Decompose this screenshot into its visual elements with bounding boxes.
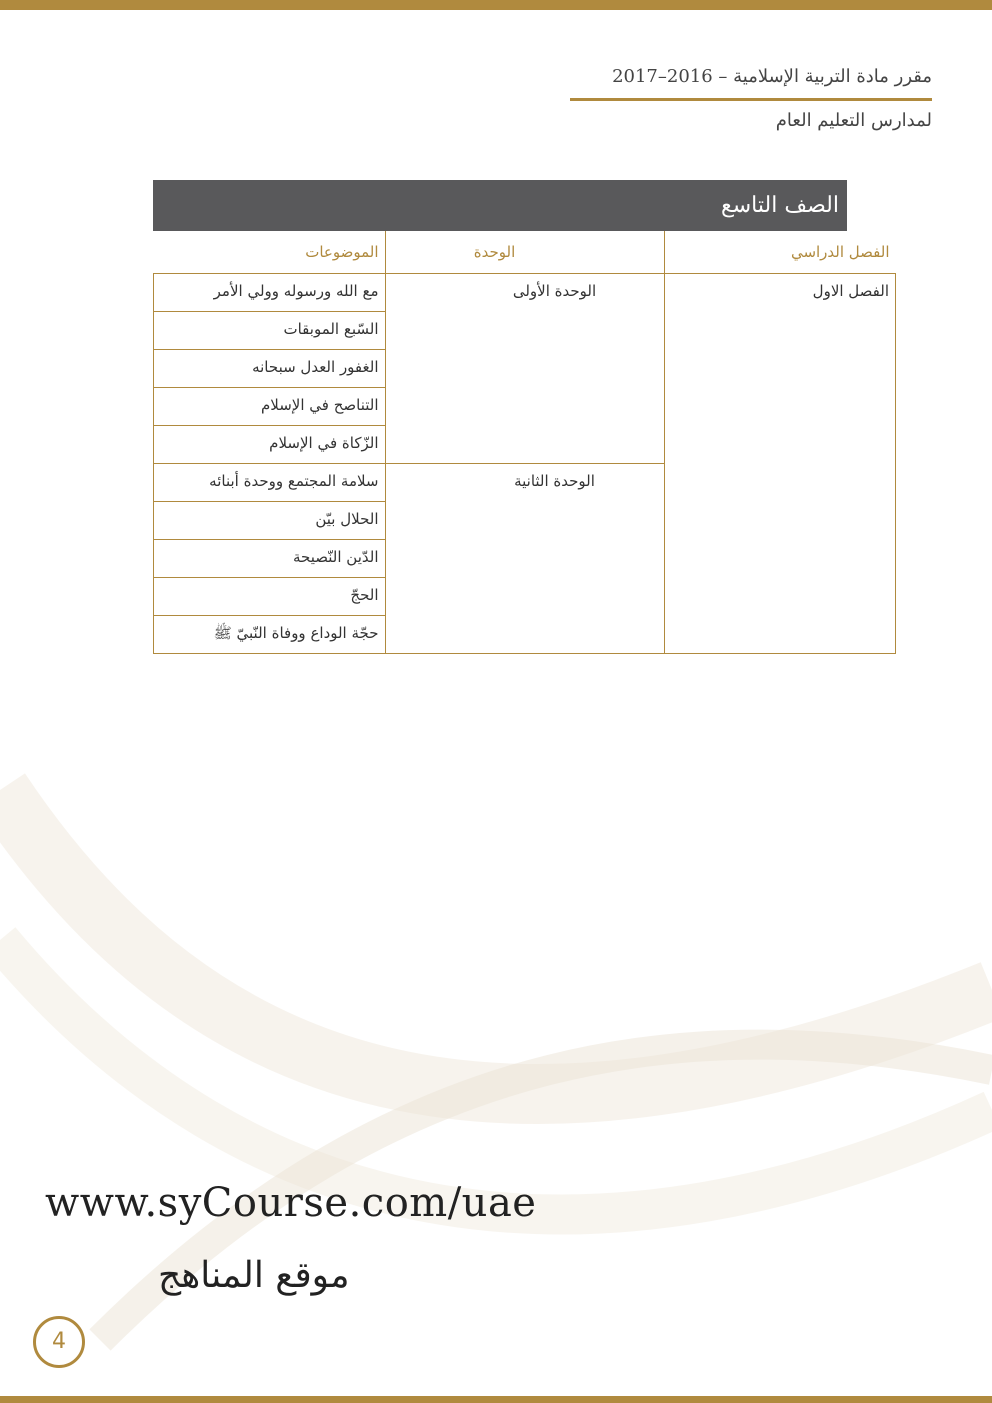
topic-cell: الدّين النّصيحة	[154, 540, 386, 578]
course-title: مقرر مادة التربية الإسلامية – 2016–2017	[612, 66, 932, 87]
topic-cell: الحجّ	[154, 578, 386, 616]
bottom-accent-bar	[0, 1396, 992, 1403]
top-accent-bar	[0, 0, 992, 10]
page-header	[572, 62, 932, 135]
semester-cell: الفصل الاول	[664, 274, 896, 654]
unit-cell: الوحدة الأولى	[385, 274, 664, 464]
topic-cell: حجّة الوداع ووفاة النّبيّ ﷺ	[154, 616, 386, 654]
header-semester: الفصل الدراسي	[664, 231, 896, 274]
topic-cell: مع الله ورسوله وولي الأمر	[154, 274, 386, 312]
site-name: موقع المناهج	[158, 1255, 350, 1296]
website-url[interactable]: www.syCourse.com/uae	[45, 1180, 537, 1226]
unit-cell: الوحدة الثانية	[385, 464, 664, 654]
decorative-waves	[0, 690, 992, 1396]
topic-cell: الحلال بيّن	[154, 502, 386, 540]
grade-title: الصف التاسع	[153, 180, 847, 231]
topic-cell: الزّكاة في الإسلام	[154, 426, 386, 464]
topic-cell: سلامة المجتمع ووحدة أبنائه	[154, 464, 386, 502]
topic-cell: الغفور العدل سبحانه	[154, 350, 386, 388]
header-unit: الوحدة	[385, 231, 664, 274]
header-topics: الموضوعات	[154, 231, 386, 274]
curriculum-table	[153, 180, 890, 654]
page-number: 4	[33, 1316, 85, 1368]
topic-cell: السّبع الموبقات	[154, 312, 386, 350]
school-type: لمدارس التعليم العام	[775, 110, 932, 131]
header-divider	[570, 98, 932, 101]
topic-cell: التناصح في الإسلام	[154, 388, 386, 426]
